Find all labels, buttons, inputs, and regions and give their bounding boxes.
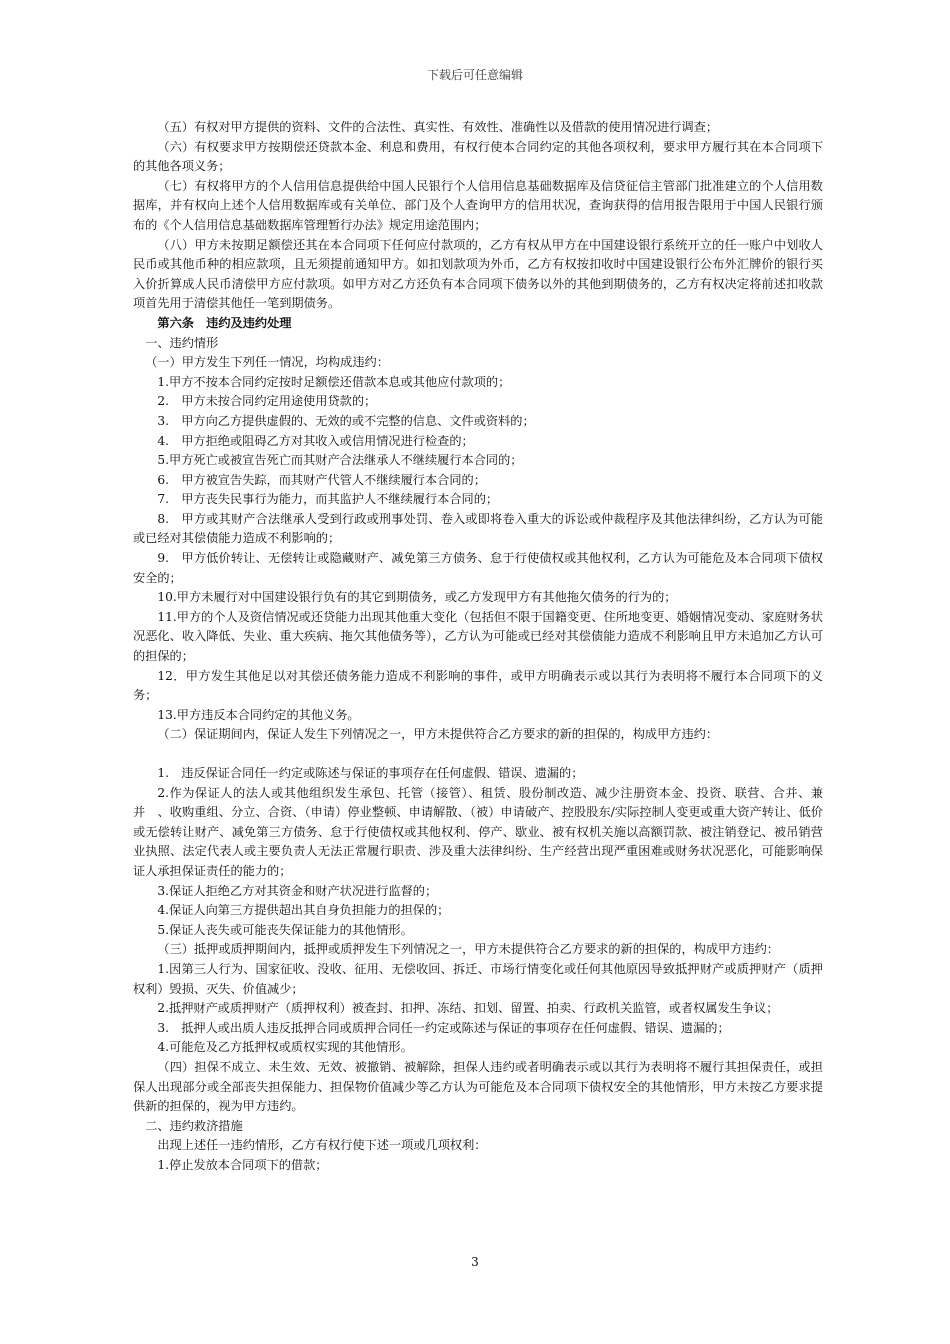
paragraph: 12．甲方发生其他足以对其偿还债务能力造成不利影响的事件，或甲方明确表示或以其行为表明将不履行本合同项下的义务； [133,668,823,703]
paragraph: （二）保证期间内，保证人发生下列情况之一，甲方未提供符合乙方要求的新的担保的，构成甲方违约： [157,727,719,742]
paragraph: 3.保证人拒绝乙方对其资金和财产状况进行监督的； [157,883,438,898]
paragraph: 2.作为保证人的法人或其他组织发生承包、托管（接管）、租赁、股份制改造、减少注册资本金、投资、联营、合并、兼并 、收购重组、分立、合资、（申请）停业整顿、申请解散、（被）申请破产、控股股东/实际控制人变更或重大资产转让、低价或无偿转让财产、减免第三方债务、怠于行使债权或其他权利、停产、歇业、被有权机关施以高额罚款、被注销登记、被吊销营业执照、法定代表人或主要负责人无法正常履行职责、涉及重大法律纠纷、生产经营出现严重困难或财务状况恶化，可能影响保证人承担保证责任的能力的； [133,785,823,878]
paragraph: （七）有权将甲方的个人信用信息提供给中国人民银行个人信用信息基础数据库及信贷征信主管部门批准建立的个人信用数据库，并有权向上述个人信用数据库或有关单位、部门及个人查询甲方的信用状况，查询获得的信用报告限用于中国人民银行颁布的《个人信用信息基础数据库管理暂行办法》规定用途范围内； [133,178,823,232]
paragraph: 11.甲方的个人及资信情况或还贷能力出现其他重大变化（包括但不限于国籍变更、住所地变更、婚姻情况变动、家庭财务状况恶化、收入降低、失业、重大疾病、拖欠其他债务等），乙方认为可能或已经对其偿债能力造成不利影响且甲方未追加乙方认可的担保的； [133,609,823,664]
paragraph: 9. 甲方低价转让、无偿转让或隐藏财产、减免第三方债务、怠于行使债权或其他权利，乙方认为可能危及本合同项下债权安全的； [133,551,823,585]
page-number: 3 [471,1255,479,1269]
paragraph: 3. 抵押人或出质人违反抵押合同或质押合同任一约定或陈述与保证的事项存在任何虚假、错误、遗漏的； [157,1020,730,1035]
paragraph: 2. 甲方未按合同约定用途使用贷款的； [157,394,377,409]
paragraph: 1.因第三人行为、国家征收、没收、征用、无偿收回、拆迁、市场行情变化或任何其他原因导致抵押财产或质押财产（质押权利）毁损、灭失、价值减少； [133,961,823,996]
paragraph: 1.甲方不按本合同约定按时足额偿还借款本息或其他应付款项的； [157,374,511,389]
paragraph: （八）甲方未按期足额偿还其在本合同项下任何应付款项的，乙方有权从甲方在中国建设银行系统开立的任一账户中划收人民币或其他币种的相应款项，且无须提前通知甲方。如扣划款项为外币，乙方有权按扣收时中国建设银行公布外汇牌价的银行买入价折算成人民币清偿甲方应付款项。如甲方对乙方还负有本合同项下债务以外的其他到期债务的，乙方有权决定将前述扣收款项首先用于清偿其他任一笔到期债务。 [133,237,823,311]
paragraph: 3. 甲方向乙方提供虚假的、无效的或不完整的信息、文件或资料的； [157,413,535,428]
paragraph: 出现上述任一违约情形，乙方有权行使下述一项或几项权利： [157,1138,487,1153]
paragraph: 6. 甲方被宣告失踪，而其财产代管人不继续履行本合同的； [157,472,486,487]
paragraph: 4. 甲方拒绝或阻碍乙方对其收入或信用情况进行检查的； [157,433,474,448]
paragraph: 5.保证人丧失或可能丧失保证能力的其他情形。 [157,922,413,937]
page-header: 下载后可任意编辑 [426,68,523,82]
paragraph: 二、违约救济措施 [145,1118,243,1133]
paragraph: （一）甲方发生下列任一情况，均构成违约： [145,355,389,370]
document-body [133,118,823,1175]
paragraph: （六）有权要求甲方按期偿还贷款本金、利息和费用，有权行使本合同约定的其他各项权利，要求甲方履行其在本合同项下的其他各项义务； [133,139,823,174]
paragraph: 10.甲方未履行对中国建设银行负有的其它到期债务，或乙方发现甲方有其他拖欠债务的行为的； [157,590,677,605]
paragraph: （四）担保不成立、未生效、无效、被撤销、被解除，担保人违约或者明确表示或以其行为表明将不履行其担保责任，或担保人出现部分或全部丧失担保能力、担保物价值减少等乙方认为可能危及本合同项下债权安全的其他情形，甲方未按乙方要求提供新的担保的，视为甲方违约。 [133,1059,823,1114]
paragraph: 2.抵押财产或质押财产（质押权利）被查封、扣押、冻结、扣划、留置、拍卖、行政机关监管，或者权属发生争议； [157,1001,779,1016]
paragraph: 一、违约情形 [145,335,219,350]
paragraph: 4.可能危及乙方抵押权或质权实现的其他情形。 [157,1040,413,1055]
paragraph: 13.甲方违反本合同约定的其他义务。 [157,707,360,722]
paragraph: 8. 甲方或其财产合法继承人受到行政或刑事处罚、卷入或即将卷入重大的诉讼或仲裁程序及其他法律纠纷，乙方认为可能或已经对其偿债能力造成不利影响的； [133,511,823,546]
paragraph: 1. 违反保证合同任一约定或陈述与保证的事项存在任何虚假、错误、遗漏的； [157,766,584,780]
paragraph: 1.停止发放本合同项下的借款； [157,1157,328,1172]
paragraph: （三）抵押或质押期间内，抵押或质押发生下列情况之一，甲方未提供符合乙方要求的新的担保的，构成甲方违约： [157,942,779,957]
paragraph: 4.保证人向第三方提供超出其自身负担能力的担保的； [157,903,450,918]
blank-line [133,745,823,764]
paragraph: （五）有权对甲方提供的资料、文件的合法性、真实性、有效性、准确性以及借款的使用情况进行调查； [157,120,719,134]
paragraph: 5.甲方死亡或被宣告死亡而其财产合法继承人不继续履行本合同的； [157,453,523,468]
section-heading: 第六条 违约及违约处理 [157,315,292,330]
paragraph: 7. 甲方丧失民事行为能力，而其监护人不继续履行本合同的； [157,492,499,507]
